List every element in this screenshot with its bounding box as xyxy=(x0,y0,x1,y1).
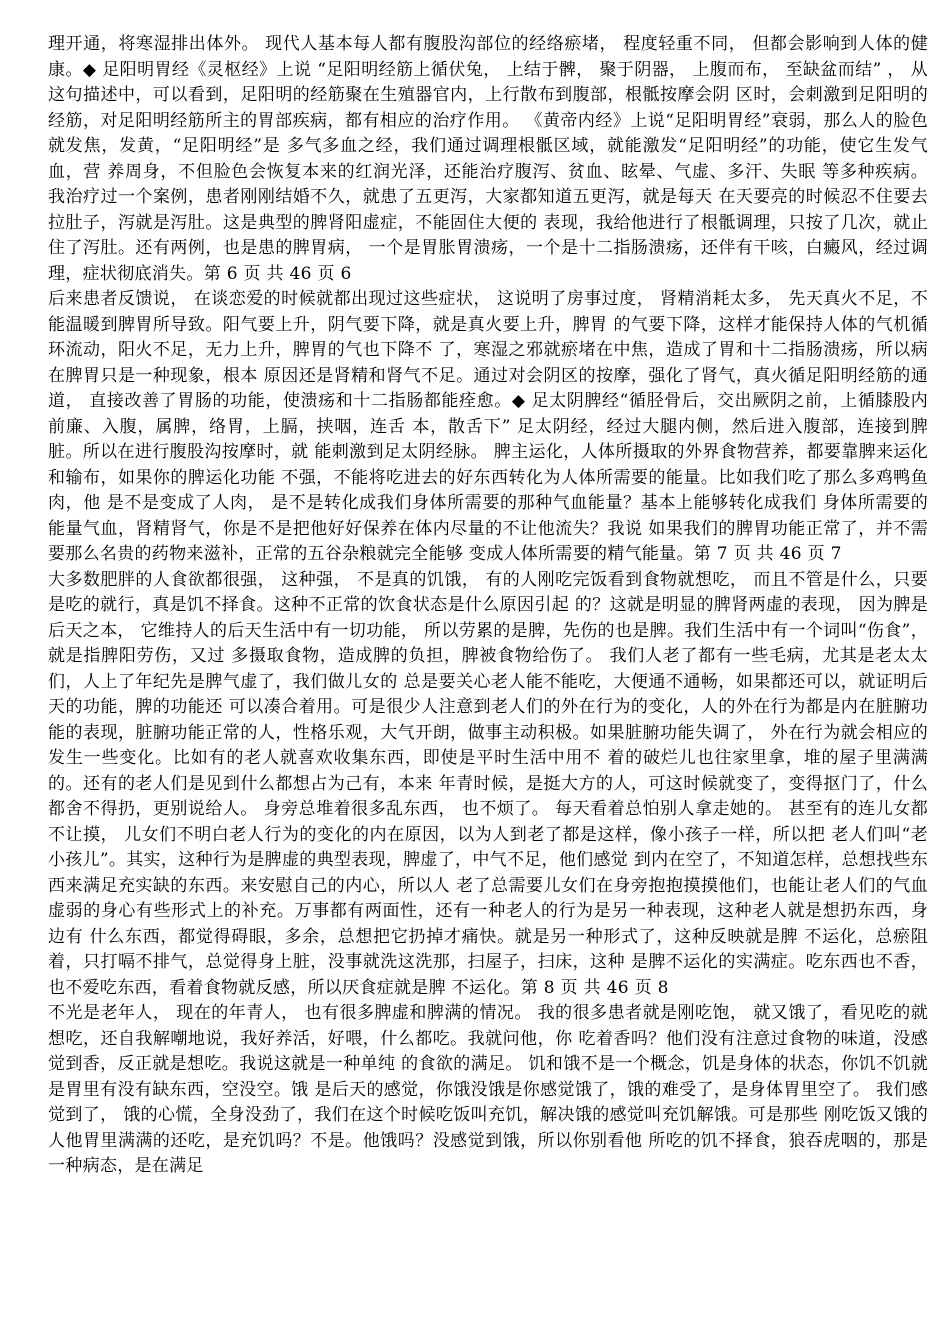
paragraph-page-7: 后来患者反馈说， 在谈恋爱的时候就都出现过这些症状， 这说明了房事过度， 肾精消耗太多， 先天真火不足，不能温暖到脾胃所导致。阳气要上升，阴气要下降，就是真火要上升，脾胃 的气要下降，这样才能保持人体的气机循环流动，阳火不足，无力上升，脾胃的气也下降不 了，寒湿之邪就瘀堵在中焦，造成了胃和十二指肠溃疡，所以病在脾胃只是一种现象，根本 原因还是肾精和肾气不足。通过对会阴区的按摩，强化了肾气，真火循足阳明经筋的通道， 直接改善了胃肠的功能，使溃疡和十二指肠都能痊愈。◆ 足太阴脾经“循胫骨后，交出厥阴之前，上循膝股内前廉、入腹，属脾，络胃，上膈，挟咽，连舌 本，散舌下” 足太阴经，经过大腿内侧，然后进入腹部，连接到脾脏。所以在进行腹股沟按摩时，就 能刺激到足太阴经脉。 脾主运化，人体所摄取的外界食物营养，都要靠脾来运化和输布，如果你的脾运化功能 不强，不能将吃进去的好东西转化为人体所需要的能量。比如我们吃了那么多鸡鸭鱼肉，他 是不是变成了人肉， 是不是转化成我们身体所需要的那种气血能量？基本上能够转化成我们 身体所需要的能量气血，肾精肾气，你是不是把他好好保养在体内尽量的不让他流失？我说 如果我们的脾胃功能正常了，并不需要那么名贵的药物来滋补，正常的五谷杂粮就完全能够 变成人体所需要的精气能量。第 7 页 共 46 页 7 xyxy=(48,289,928,564)
paragraph-page-9: 不光是老年人， 现在的年青人， 也有很多脾虚和脾满的情况。 我的很多患者就是刚吃饱， 就又饿了，看见吃的就想吃，还自我解嘲地说，我好养活，好喂，什么都吃。我就问他，你 吃着香吗？他们没有注意过食物的味道，没感觉到香，反正就是想吃。我说这就是一种单纯 的食欲的满足。 饥和饿不是一个概念，饥是身体的状态，你饥不饥就是胃里有没有缺东西，空没空。饿 是后天的感觉，你饿没饿是你感觉饿了，饿的难受了，是身体胃里空了。 我们感觉到了， 饿的心慌，全身没劲了，我们在这个时候吃饭叫充饥，解决饿的感觉叫充饥解饿。可是那些 刚吃饭又饿的人他胃里满满的还吃，是充饥吗？不是。他饿吗？没感觉到饿，所以你别看他 所吃的饥不择食，狼吞虎咽的，那是一种病态，是在满足 xyxy=(48,1003,928,1176)
paragraph-page-8: 大多数肥胖的人食欲都很强， 这种强， 不是真的饥饿， 有的人刚吃完饭看到食物就想吃， 而且不管是什么，只要是吃的就行，真是饥不择食。这种不正常的饮食状态是什么原因引起 的？这就是明显的脾肾两虚的表现， 因为脾是后天之本， 它维持人的后天生活中有一切功能， 所以劳累的是脾，先伤的也是脾。我们生活中有一个词叫“伤食”，就是指脾阳劳伤，又过 多摄取食物，造成脾的负担，脾被食物给伤了。 我们人老了都有一些毛病，尤其是老太太们，人上了年纪先是脾气虚了，我们做儿女的 总是要关心老人能不能吃，大便通不通畅，如果都还可以，就证明后天的功能，脾的功能还 可以凑合着用。可是很少人注意到老人们的外在行为的变化，人的外在行为都是内在脏腑功 能的表现，脏腑功能正常的人，性格乐观，大气开朗，做事主动积极。如果脏腑功能失调了， 外在行为就会相应的发生一些变化。比如有的老人就喜欢收集东西，即使是平时生活中用不 着的破烂儿也往家里拿，堆的屋子里满满的。还有的老人们是见到什么都想占为己有，本来 年青时候，是挺大方的人，可这时候就变了，变得抠门了，什么都舍不得扔，更别说给人。 身旁总堆着很多乱东西， 也不烦了。 每天看着总怕别人拿走她的。 甚至有的连儿女都不让摸， 儿女们不明白老人行为的变化的内在原因，以为人到老了都是这样，像小孩子一样，所以把 老人们叫“老小孩儿”。其实，这种行为是脾虚的典型表现，脾虚了，中气不足，他们感觉 到内在空了，不知道怎样，总想找些东西来满足充实缺的东西。来安慰自己的内心，所以人 老了总需要儿女们在身旁抱抱摸摸他们，也能让老人们的气血虚弱的身心有些形式上的补充。万事都有两面性，还有一种老人的行为是另一种表现，这种老人就是想扔东西，身边有 什么东西，都觉得碍眼，多余，总想把它扔掉才痛快。就是另一种形式了，这种反映就是脾 不运化，总瘀阻着，只打嗝不排气，总觉得身上脏，没事就洗这洗那，扫屋子，扫床，这种 是脾不运化的实满症。吃东西也不香，也不爱吃东西，看着食物就反感，所以厌食症就是脾 不运化。第 8 页 共 46 页 8 xyxy=(48,569,928,998)
paragraph-page-6: 理开通，将寒湿排出体外。 现代人基本每人都有腹股沟部位的经络瘀堵， 程度轻重不同， 但都会影响到人体的健康。◆ 足阳明胃经《灵枢经》上说 “足阳明经筋上循伏兔， 上结于髀， 聚于阴器， 上腹而布， 至缺盆而结” ， 从这句描述中，可以看到，足阳明的经筋聚在生殖器官内，上行散布到腹部，根骶按摩会阴 区时，会刺激到足阳明的经筋，对足阳明经筋所主的胃部疾病，都有相应的治疗作用。 《黄帝内经》上说“足阳明胃经”衰弱，那么人的脸色就发焦，发黄，“足阳明经”是 多气多血之经，我们通过调理根骶区域，就能激发“足阳明经”的功能，使它生发气血，营 养周身，不但脸色会恢复本来的红润光泽，还能治疗腹泻、贫血、眩晕、气虚、多汗、失眠 等多种疾病。 我治疗过一个案例，患者刚刚结婚不久，就患了五更泻，大家都知道五更泻，就是每天 在天要亮的时候忍不住要去拉肚子，泻就是泻肚。这是典型的脾肾阳虚症，不能固住大便的 表现，我给他进行了根骶调理，只按了几次，就止住了泻肚。还有两例，也是患的脾胃病， 一个是胃胀胃溃疡，一个是十二指肠溃疡，还伴有干咳，白癜风，经过调理，症状彻底消失。第 6 页 共 46 页 6 xyxy=(48,34,928,284)
